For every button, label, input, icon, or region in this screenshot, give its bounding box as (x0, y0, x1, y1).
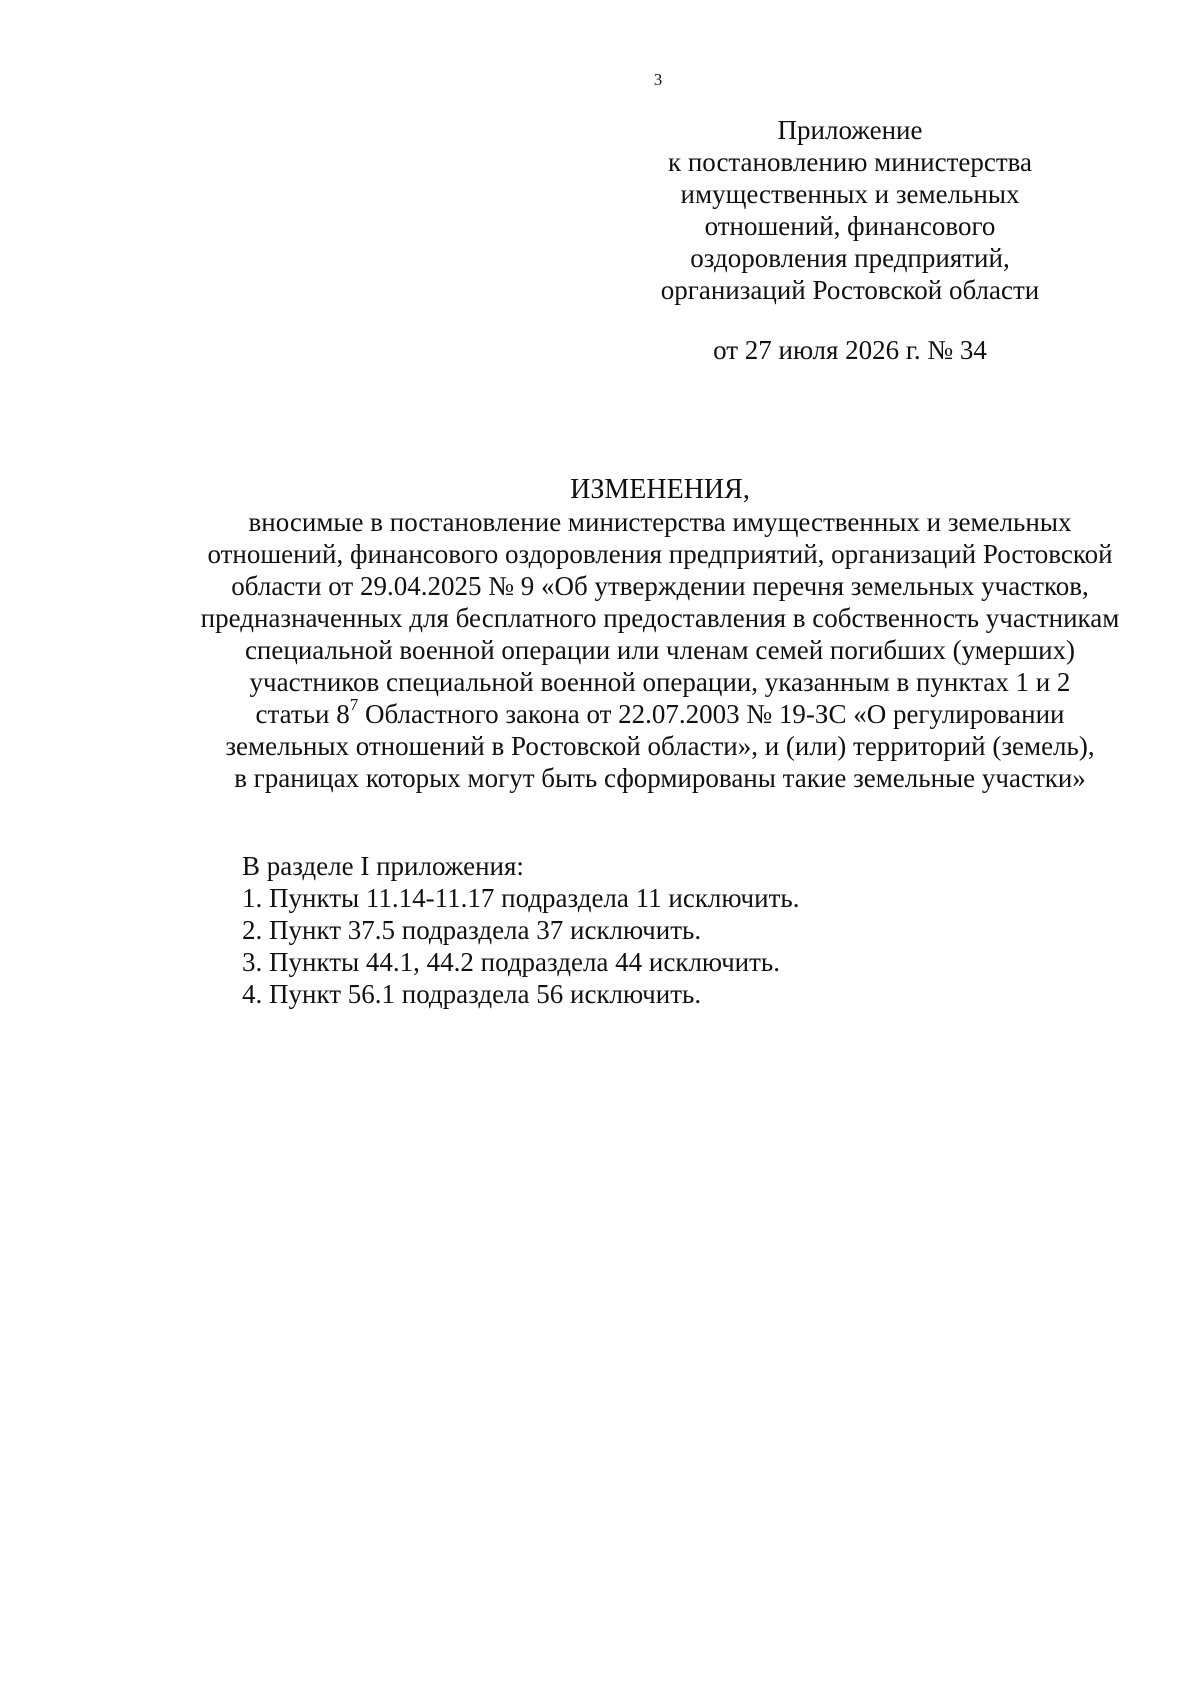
appendix-date: от 27 июля 2026 г. № 34 (713, 335, 987, 365)
body-item: 1. Пункты 11.14-11.17 подраздела 11 исключить. (242, 883, 800, 913)
body-item: 2. Пункт 37.5 подраздела 37 исключить. (242, 915, 702, 945)
title-line: участников специальной военной операции, указанным в пунктах 1 и 2 (249, 667, 1071, 697)
body-item: 3. Пункты 44.1, 44.2 подраздела 44 исключить. (242, 947, 780, 977)
title-line: предназначенных для бесплатного предоставления в собственность участникам (200, 603, 1120, 633)
title-heading: ИЗМЕНЕНИЯ, (570, 474, 750, 505)
title-line: в границах которых могут быть сформированы такие земельные участки» (234, 763, 1086, 793)
appendix-line: имущественных и земельных (680, 179, 1020, 209)
appendix-line: отношений, финансового (704, 211, 996, 241)
title-statute-line (100, 695, 1200, 730)
title-line: отношений, финансового оздоровления предприятий, организаций Ростовской (207, 539, 1113, 569)
appendix-line: организаций Ростовской области (660, 275, 1040, 305)
appendix-line: оздоровления предприятий, (690, 243, 1010, 273)
body-intro: В разделе I приложения: (242, 851, 524, 881)
title-line: специальной военной операции или членам семей погибших (умерших) (244, 635, 1076, 665)
document-body (242, 850, 1142, 1010)
title-line: земельных отношений в Ростовской области», и (или) территорий (земель), (225, 731, 1095, 761)
title-line: области от 29.04.2025 № 9 «Об утверждении перечня земельных участков, (231, 571, 1089, 601)
statute-suffix: Областного закона от 22.07.2003 № 19-ЗС «О регулировании (358, 699, 1065, 729)
appendix-line: к постановлению министерства (667, 147, 1033, 177)
statute-prefix: статьи 8 (255, 699, 350, 729)
document-title (100, 474, 1200, 794)
appendix-line: Приложение (777, 115, 923, 145)
title-line: вносимые в постановление министерства имущественных и земельных (248, 507, 1072, 537)
page-number: 3 (653, 70, 663, 89)
statute-superscript: 7 (349, 695, 359, 714)
appendix-header (640, 114, 1060, 366)
body-item: 4. Пункт 56.1 подраздела 56 исключить. (242, 979, 702, 1009)
